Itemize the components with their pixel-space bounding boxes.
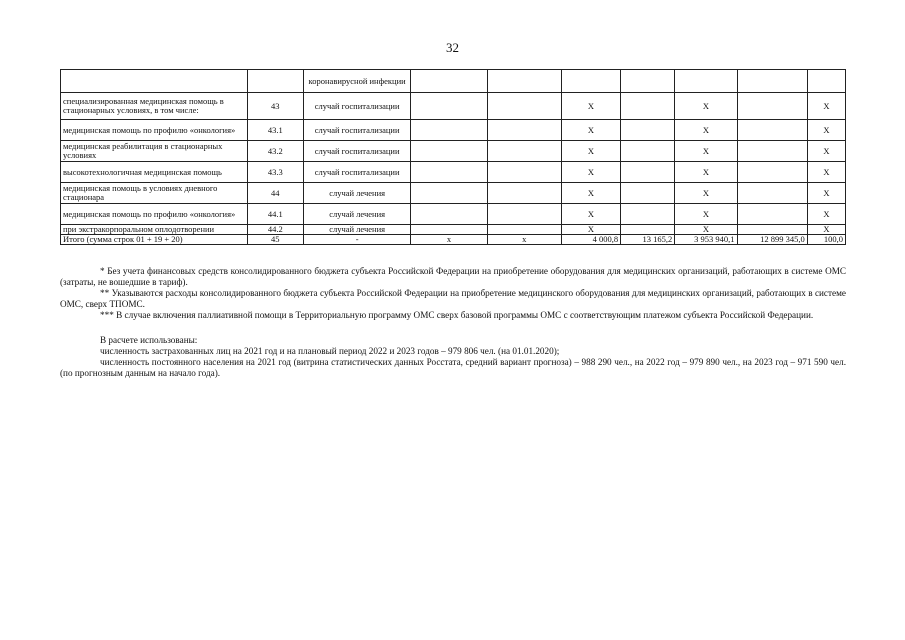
- table-row: [61, 162, 846, 183]
- row-name: специализированная медицинская помощь в стационарных условиях, в том числе:: [61, 93, 248, 120]
- row-number: 43.1: [247, 120, 303, 141]
- row-unit: коронавирусной инфекции: [303, 70, 410, 93]
- row-cell: [487, 93, 561, 120]
- row-name: высокотехнологичная медицинская помощь: [61, 162, 248, 183]
- row-cell: 100,0: [807, 235, 845, 245]
- row-cell: x: [487, 235, 561, 245]
- row-cell: [621, 120, 675, 141]
- row-cell: 3 953 940,1: [675, 235, 737, 245]
- row-cell: X: [675, 93, 737, 120]
- row-cell: X: [561, 183, 620, 204]
- row-name: [61, 70, 248, 93]
- row-cell: [621, 225, 675, 235]
- row-number: 44: [247, 183, 303, 204]
- row-name: медицинская помощь по профилю «онкология»: [61, 204, 248, 225]
- row-name: медицинская помощь по профилю «онкология»: [61, 120, 248, 141]
- row-cell: [487, 225, 561, 235]
- row-name: медицинская помощь в условиях дневного стационара: [61, 183, 248, 204]
- row-cell: [621, 141, 675, 162]
- row-cell: [411, 120, 487, 141]
- row-cell: X: [675, 162, 737, 183]
- row-cell: [411, 93, 487, 120]
- table-row: [61, 183, 846, 204]
- page-number: 32: [446, 40, 459, 55]
- row-cell: [737, 162, 807, 183]
- footnote-3: *** В случае включения паллиативной помощи в Территориальную программу ОМС сверх базовой программы ОМС с соответствующим платежом субъекта Российской Федерации.: [100, 310, 814, 320]
- row-cell: [737, 204, 807, 225]
- row-name: при экстракорпоральном оплодотворении: [61, 225, 248, 235]
- row-cell: X: [675, 141, 737, 162]
- row-number: 43.3: [247, 162, 303, 183]
- row-unit: случай лечения: [303, 183, 410, 204]
- row-cell: [487, 120, 561, 141]
- row-cell: 13 165,2: [621, 235, 675, 245]
- row-cell: [561, 70, 620, 93]
- row-cell: X: [561, 120, 620, 141]
- row-cell: [621, 204, 675, 225]
- row-cell: X: [807, 204, 845, 225]
- row-cell: X: [675, 204, 737, 225]
- row-cell: [487, 141, 561, 162]
- total-label: Итого (сумма строк 01 + 19 + 20): [61, 235, 248, 245]
- row-cell: X: [561, 225, 620, 235]
- row-cell: X: [807, 120, 845, 141]
- row-number: 43.2: [247, 141, 303, 162]
- row-number: 44.2: [247, 225, 303, 235]
- row-number: [247, 70, 303, 93]
- row-cell: 4 000,8: [561, 235, 620, 245]
- row-cell: x: [411, 235, 487, 245]
- row-cell: X: [807, 162, 845, 183]
- used-data-title: В расчете использованы:: [100, 335, 198, 345]
- row-cell: [487, 183, 561, 204]
- financing-table: [60, 69, 846, 245]
- row-cell: [621, 70, 675, 93]
- row-cell: [411, 204, 487, 225]
- row-cell: X: [807, 141, 845, 162]
- row-cell: X: [561, 204, 620, 225]
- row-unit: случай госпитализации: [303, 120, 410, 141]
- row-cell: [675, 70, 737, 93]
- row-number: 44.1: [247, 204, 303, 225]
- used-data-item: численность застрахованных лиц на 2021 год и на плановый период 2022 и 2023 годов – 979 806 чел. (на 01.01.2020);: [100, 346, 560, 356]
- row-cell: X: [561, 141, 620, 162]
- row-unit: случай госпитализации: [303, 141, 410, 162]
- row-cell: [737, 225, 807, 235]
- table-row: [61, 70, 846, 93]
- row-number: 43: [247, 93, 303, 120]
- row-cell: [487, 204, 561, 225]
- row-number: 45: [247, 235, 303, 245]
- row-cell: [411, 225, 487, 235]
- row-unit: случай госпитализации: [303, 162, 410, 183]
- row-cell: [487, 70, 561, 93]
- used-data-item: численность постоянного населения на 2021 год (витрина статистических данных Росстата, средний вариант прогноза) – 988 290 чел., на 2022 год – 979 890 чел., на 2023 год – 971 590 чел. (по прогнозным данным на начало года).: [60, 357, 846, 378]
- row-cell: [737, 141, 807, 162]
- row-cell: [411, 183, 487, 204]
- row-cell: [807, 70, 845, 93]
- row-unit: случай лечения: [303, 204, 410, 225]
- table-row: [61, 225, 846, 235]
- table-total-row: [61, 235, 846, 245]
- table-row: [61, 93, 846, 120]
- row-cell: [411, 162, 487, 183]
- row-cell: X: [675, 120, 737, 141]
- row-cell: [411, 70, 487, 93]
- row-cell: X: [561, 93, 620, 120]
- row-cell: X: [807, 93, 845, 120]
- row-unit: случай госпитализации: [303, 93, 410, 120]
- row-cell: X: [807, 225, 845, 235]
- row-cell: [621, 93, 675, 120]
- row-cell: 12 899 345,0: [737, 235, 807, 245]
- footnote-1: * Без учета финансовых средств консолидированного бюджета субъекта Российской Федерации на приобретение оборудования для медицинских организаций, работающих в системе ОМС (затраты, не вошедшие в тариф).: [60, 266, 846, 287]
- row-cell: X: [561, 162, 620, 183]
- row-unit: -: [303, 235, 410, 245]
- row-cell: [737, 93, 807, 120]
- footnote-2: ** Указываются расходы консолидированного бюджета субъекта Российской Федерации на приобретение медицинского оборудования для медицинских организаций, работающих в системе ОМС, сверх ТПОМС.: [60, 288, 846, 309]
- row-cell: [487, 162, 561, 183]
- row-cell: X: [675, 183, 737, 204]
- table-row: [61, 141, 846, 162]
- row-cell: [737, 120, 807, 141]
- row-cell: [737, 183, 807, 204]
- row-cell: X: [807, 183, 845, 204]
- row-cell: [737, 70, 807, 93]
- row-cell: [621, 162, 675, 183]
- row-cell: [621, 183, 675, 204]
- footnotes: [60, 266, 846, 379]
- row-unit: случай лечения: [303, 225, 410, 235]
- row-name: медицинская реабилитация в стационарных условиях: [61, 141, 248, 162]
- table-row: [61, 120, 846, 141]
- row-cell: [411, 141, 487, 162]
- row-cell: X: [675, 225, 737, 235]
- table-row: [61, 204, 846, 225]
